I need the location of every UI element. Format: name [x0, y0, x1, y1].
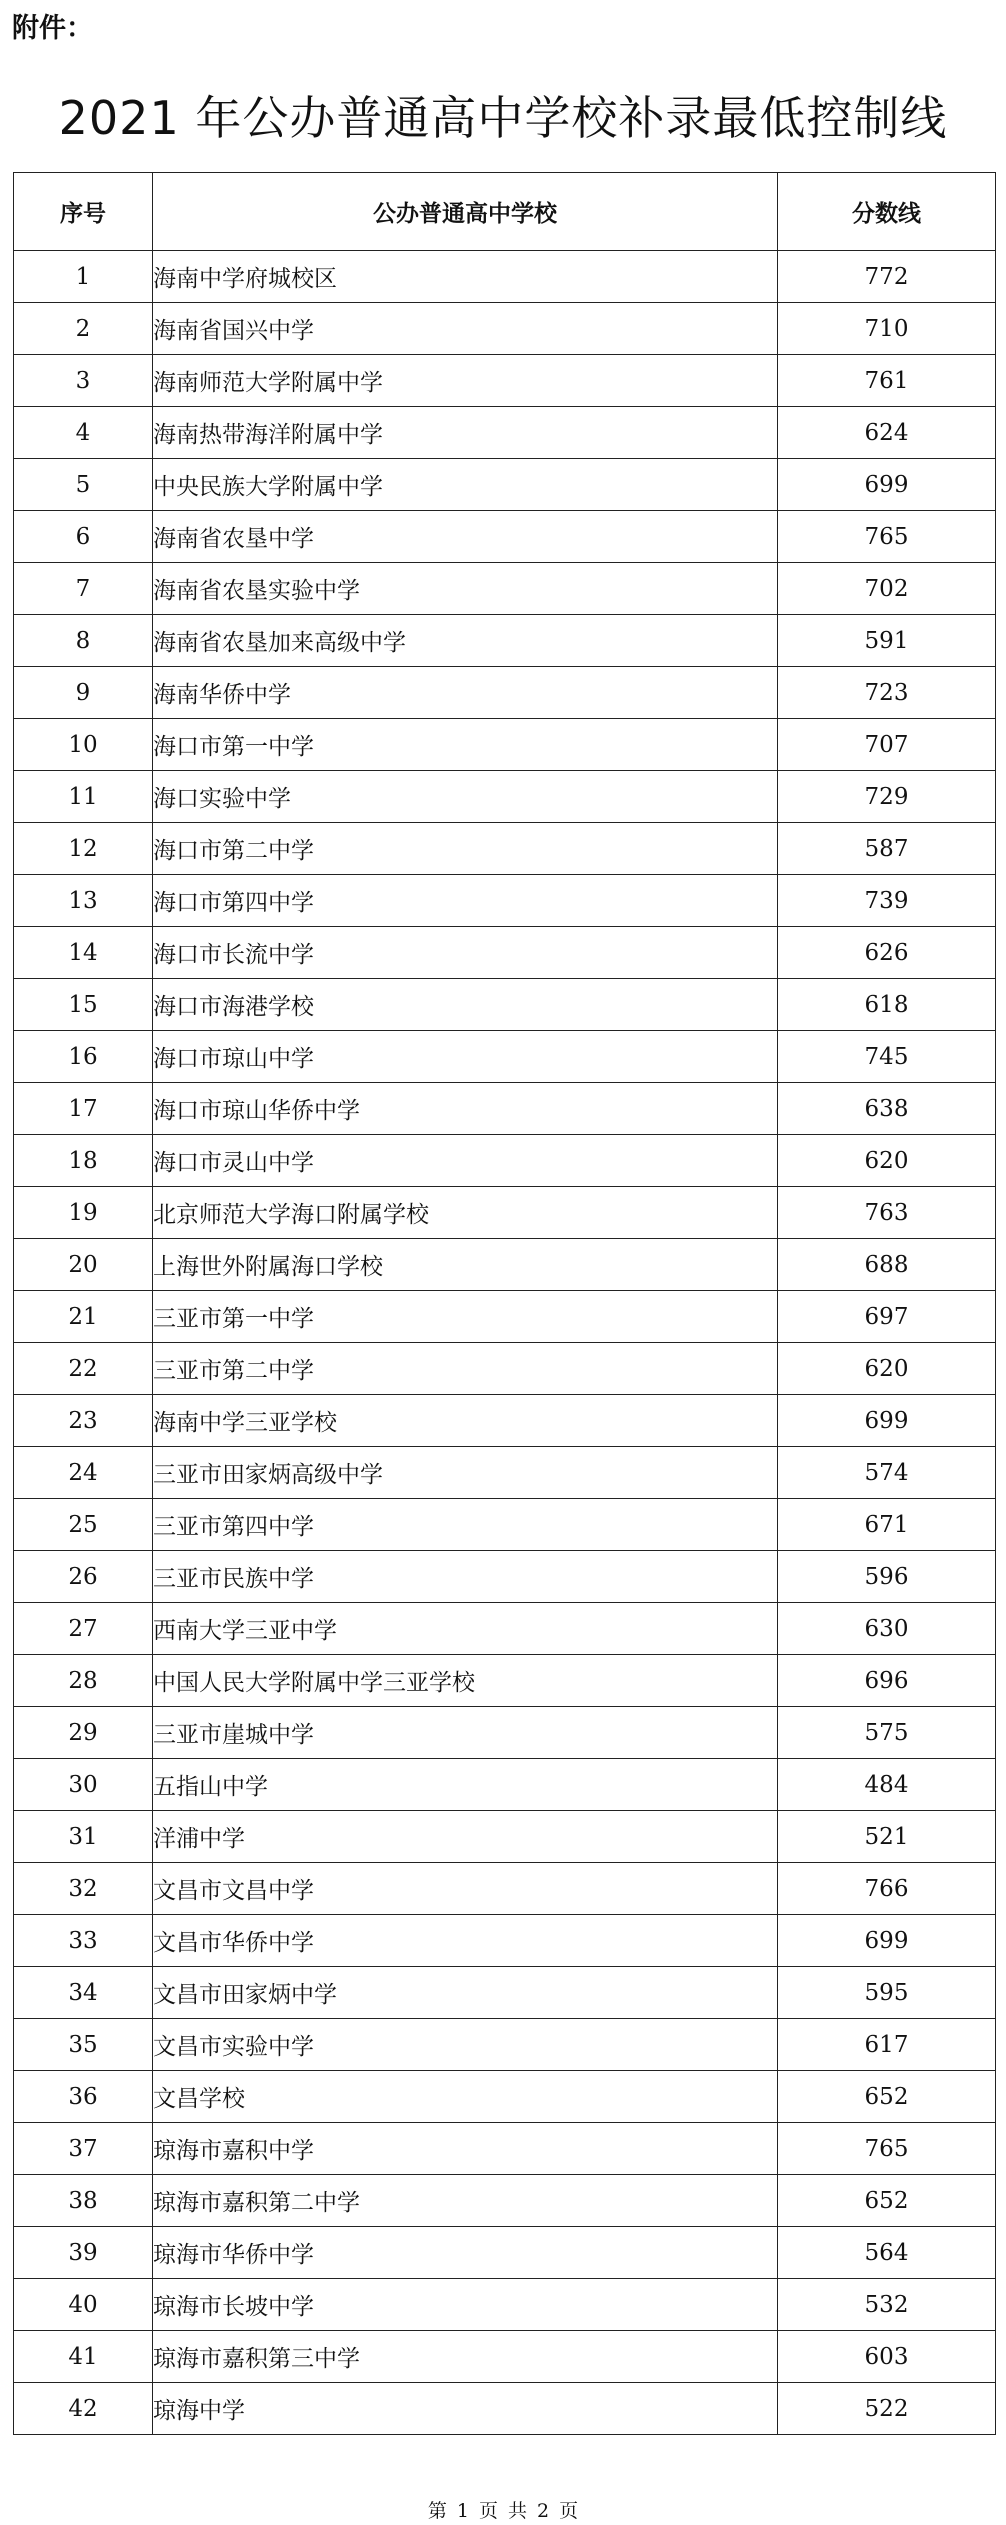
table-row: [14, 875, 996, 927]
school-name: 海口市琼山华侨中学: [153, 1083, 778, 1135]
header-school: 公办普通高中学校: [153, 173, 778, 251]
table-row: [14, 2331, 996, 2383]
school-name: 中国人民大学附属中学三亚学校: [153, 1655, 778, 1707]
row-number: 23: [14, 1395, 153, 1447]
table-row: [14, 407, 996, 459]
school-name: 中央民族大学附属中学: [153, 459, 778, 511]
score-value: 763: [778, 1187, 996, 1239]
school-name: 海口市长流中学: [153, 927, 778, 979]
row-number: 30: [14, 1759, 153, 1811]
school-name: 三亚市第四中学: [153, 1499, 778, 1551]
school-name: 洋浦中学: [153, 1811, 778, 1863]
row-number: 26: [14, 1551, 153, 1603]
table-row: [14, 2019, 996, 2071]
score-value: 702: [778, 563, 996, 615]
table-row: [14, 1551, 996, 1603]
score-value: 707: [778, 719, 996, 771]
table-row: [14, 2279, 996, 2331]
table-row: [14, 1135, 996, 1187]
row-number: 14: [14, 927, 153, 979]
table-row: [14, 2123, 996, 2175]
row-number: 32: [14, 1863, 153, 1915]
school-name: 三亚市崖城中学: [153, 1707, 778, 1759]
score-value: 618: [778, 979, 996, 1031]
table-row: [14, 511, 996, 563]
score-value: 522: [778, 2383, 996, 2435]
school-name: 琼海市嘉积第三中学: [153, 2331, 778, 2383]
score-value: 723: [778, 667, 996, 719]
row-number: 4: [14, 407, 153, 459]
row-number: 16: [14, 1031, 153, 1083]
row-number: 3: [14, 355, 153, 407]
table-row: [14, 251, 996, 303]
score-table: [13, 172, 996, 2435]
school-name: 海口市海港学校: [153, 979, 778, 1031]
school-name: 琼海市嘉积中学: [153, 2123, 778, 2175]
attachment-label: 附件：: [12, 13, 93, 44]
score-value: 574: [778, 1447, 996, 1499]
school-name: 海口市第一中学: [153, 719, 778, 771]
school-name: 三亚市民族中学: [153, 1551, 778, 1603]
school-name: 海南省国兴中学: [153, 303, 778, 355]
school-name: 琼海中学: [153, 2383, 778, 2435]
school-name: 海南师范大学附属中学: [153, 355, 778, 407]
table-row: [14, 1239, 996, 1291]
school-name: 海口市琼山中学: [153, 1031, 778, 1083]
table-row: [14, 979, 996, 1031]
table-row: [14, 1343, 996, 1395]
table-row: [14, 1395, 996, 1447]
score-value: 710: [778, 303, 996, 355]
row-number: 19: [14, 1187, 153, 1239]
score-value: 620: [778, 1343, 996, 1395]
score-value: 596: [778, 1551, 996, 1603]
table-row: [14, 355, 996, 407]
table-row: [14, 1759, 996, 1811]
school-name: 北京师范大学海口附属学校: [153, 1187, 778, 1239]
score-value: 688: [778, 1239, 996, 1291]
score-value: 745: [778, 1031, 996, 1083]
row-number: 42: [14, 2383, 153, 2435]
row-number: 24: [14, 1447, 153, 1499]
row-number: 9: [14, 667, 153, 719]
score-value: 595: [778, 1967, 996, 2019]
score-value: 697: [778, 1291, 996, 1343]
row-number: 18: [14, 1135, 153, 1187]
row-number: 34: [14, 1967, 153, 2019]
score-value: 699: [778, 1915, 996, 1967]
table-header: [14, 173, 996, 251]
school-name: 海南省农垦加来高级中学: [153, 615, 778, 667]
table-row: [14, 2383, 996, 2435]
row-number: 40: [14, 2279, 153, 2331]
table-row: [14, 1707, 996, 1759]
score-value: 765: [778, 2123, 996, 2175]
page-title: 2021 年公办普通高中学校补录最低控制线: [58, 91, 948, 145]
school-name: 三亚市田家炳高级中学: [153, 1447, 778, 1499]
row-number: 37: [14, 2123, 153, 2175]
table-row: [14, 563, 996, 615]
score-value: 761: [778, 355, 996, 407]
school-name: 琼海市长坡中学: [153, 2279, 778, 2331]
table-row: [14, 771, 996, 823]
score-value: 696: [778, 1655, 996, 1707]
table-row: [14, 1811, 996, 1863]
score-value: 532: [778, 2279, 996, 2331]
header-row: [14, 173, 996, 251]
row-number: 41: [14, 2331, 153, 2383]
score-value: 765: [778, 511, 996, 563]
table-row: [14, 303, 996, 355]
score-value: 652: [778, 2071, 996, 2123]
row-number: 17: [14, 1083, 153, 1135]
row-number: 15: [14, 979, 153, 1031]
row-number: 38: [14, 2175, 153, 2227]
row-number: 13: [14, 875, 153, 927]
row-number: 6: [14, 511, 153, 563]
score-value: 772: [778, 251, 996, 303]
row-number: 7: [14, 563, 153, 615]
row-number: 5: [14, 459, 153, 511]
table-row: [14, 1915, 996, 1967]
table-row: [14, 1967, 996, 2019]
score-value: 575: [778, 1707, 996, 1759]
table-row: [14, 459, 996, 511]
school-name: 五指山中学: [153, 1759, 778, 1811]
row-number: 20: [14, 1239, 153, 1291]
school-name: 琼海市华侨中学: [153, 2227, 778, 2279]
table-row: [14, 823, 996, 875]
table-row: [14, 1603, 996, 1655]
school-name: 海口实验中学: [153, 771, 778, 823]
school-name: 海南热带海洋附属中学: [153, 407, 778, 459]
score-value: 638: [778, 1083, 996, 1135]
table-row: [14, 2175, 996, 2227]
score-value: 626: [778, 927, 996, 979]
row-number: 31: [14, 1811, 153, 1863]
score-value: 603: [778, 2331, 996, 2383]
school-name: 琼海市嘉积第二中学: [153, 2175, 778, 2227]
school-name: 上海世外附属海口学校: [153, 1239, 778, 1291]
score-value: 484: [778, 1759, 996, 1811]
table-row: [14, 927, 996, 979]
row-number: 12: [14, 823, 153, 875]
header-no: 序号: [14, 173, 153, 251]
table-row: [14, 2227, 996, 2279]
row-number: 8: [14, 615, 153, 667]
table-row: [14, 1031, 996, 1083]
row-number: 1: [14, 251, 153, 303]
school-name: 三亚市第一中学: [153, 1291, 778, 1343]
score-value: 630: [778, 1603, 996, 1655]
table-row: [14, 615, 996, 667]
page-footer: 第 1 页 共 2 页: [427, 2500, 579, 2522]
row-number: 10: [14, 719, 153, 771]
score-value: 564: [778, 2227, 996, 2279]
row-number: 28: [14, 1655, 153, 1707]
score-value: 591: [778, 615, 996, 667]
school-name: 文昌市文昌中学: [153, 1863, 778, 1915]
score-value: 729: [778, 771, 996, 823]
row-number: 36: [14, 2071, 153, 2123]
score-value: 739: [778, 875, 996, 927]
row-number: 35: [14, 2019, 153, 2071]
score-value: 624: [778, 407, 996, 459]
row-number: 25: [14, 1499, 153, 1551]
table-row: [14, 667, 996, 719]
score-value: 620: [778, 1135, 996, 1187]
school-name: 文昌市华侨中学: [153, 1915, 778, 1967]
row-number: 27: [14, 1603, 153, 1655]
school-name: 海口市第二中学: [153, 823, 778, 875]
table-body: [14, 251, 996, 2435]
row-number: 2: [14, 303, 153, 355]
row-number: 39: [14, 2227, 153, 2279]
table-row: [14, 1499, 996, 1551]
school-name: 海南省农垦实验中学: [153, 563, 778, 615]
table-row: [14, 2071, 996, 2123]
school-name: 三亚市第二中学: [153, 1343, 778, 1395]
row-number: 21: [14, 1291, 153, 1343]
table-row: [14, 1863, 996, 1915]
school-name: 海口市灵山中学: [153, 1135, 778, 1187]
row-number: 29: [14, 1707, 153, 1759]
school-name: 西南大学三亚中学: [153, 1603, 778, 1655]
score-value: 617: [778, 2019, 996, 2071]
row-number: 22: [14, 1343, 153, 1395]
row-number: 11: [14, 771, 153, 823]
score-value: 671: [778, 1499, 996, 1551]
school-name: 海口市第四中学: [153, 875, 778, 927]
table-row: [14, 1655, 996, 1707]
score-value: 699: [778, 459, 996, 511]
school-name: 海南中学府城校区: [153, 251, 778, 303]
school-name: 文昌市田家炳中学: [153, 1967, 778, 2019]
header-score: 分数线: [778, 173, 996, 251]
row-number: 33: [14, 1915, 153, 1967]
school-name: 海南中学三亚学校: [153, 1395, 778, 1447]
table-row: [14, 1291, 996, 1343]
score-value: 587: [778, 823, 996, 875]
school-name: 海南省农垦中学: [153, 511, 778, 563]
school-name: 文昌市实验中学: [153, 2019, 778, 2071]
table-row: [14, 719, 996, 771]
school-name: 文昌学校: [153, 2071, 778, 2123]
table-row: [14, 1187, 996, 1239]
score-value: 652: [778, 2175, 996, 2227]
school-name: 海南华侨中学: [153, 667, 778, 719]
score-value: 699: [778, 1395, 996, 1447]
table-row: [14, 1447, 996, 1499]
score-value: 766: [778, 1863, 996, 1915]
table-row: [14, 1083, 996, 1135]
score-value: 521: [778, 1811, 996, 1863]
